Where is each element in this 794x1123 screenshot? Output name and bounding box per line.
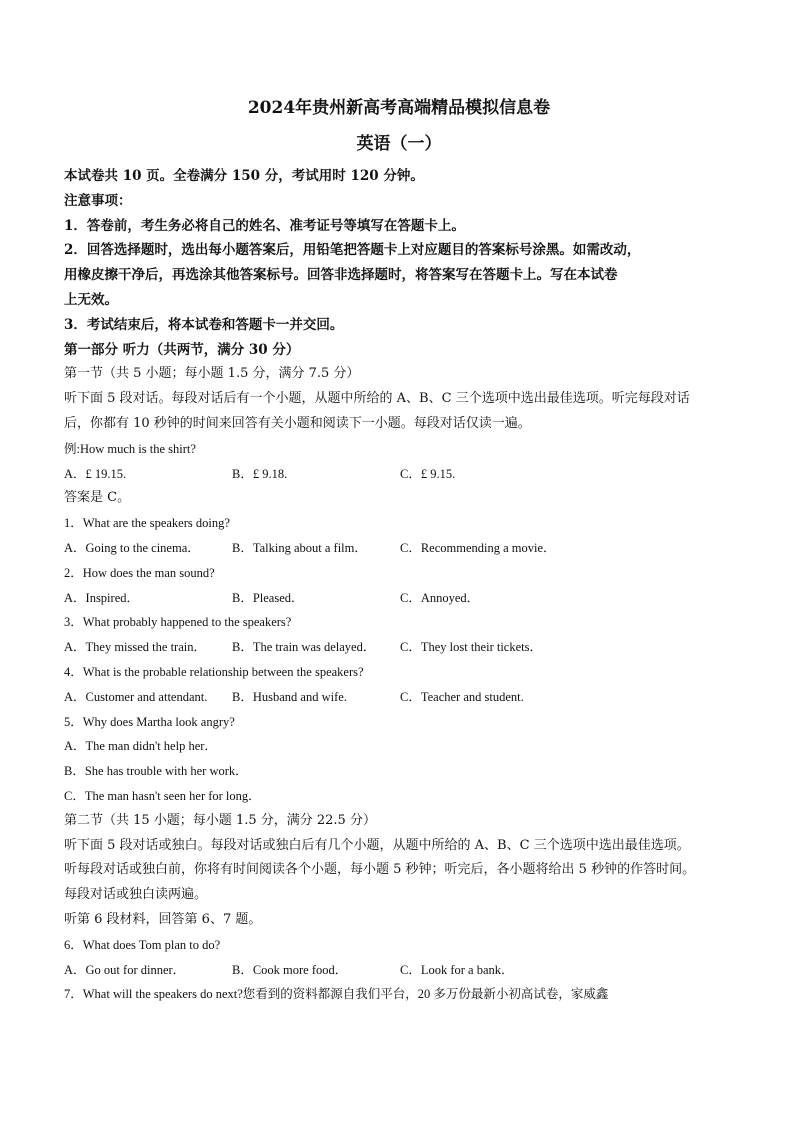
exam-subtitle: 英语（一）	[356, 134, 442, 154]
section2-heading: 第二节（共 15 小题；每小题 1.5 分，满分 22.5 分）	[64, 812, 376, 828]
question-7: 7．What will the speakers do next?您看到的资料都源自我们平台，20 多万份最新小初高试卷，家威鑫	[64, 987, 609, 1002]
section1-heading: 第一节（共 5 小题；每小题 1.5 分，满分 7.5 分）	[64, 366, 360, 382]
exam-intro: 本试卷共 10 页。全卷满分 150 分，考试用时 120 分钟。	[64, 168, 424, 184]
option-b: B．The train was delayed．	[232, 640, 376, 655]
exam-page	[64, 96, 734, 1007]
material-6-heading: 听第 6 段材料，回答第 6、7 题。	[64, 911, 262, 927]
section1-instruction: 听下面 5 段对话。每段对话后有一个小题，从题中所给的 A、B、C 三个选项中选出最佳选项。听完每段对话	[64, 391, 690, 407]
question-5: 5．Why does Martha look angry?	[64, 714, 235, 729]
option-a: A．Customer and attendant.	[64, 689, 208, 704]
section2-instruction: 听下面 5 段对话或独白。每段对话或独白后有几个小题，从题中所给的 A、B、C 三个选项中选出最佳选项。	[64, 837, 690, 853]
option-a: A．Inspired．	[64, 590, 139, 605]
option-c: C．The man hasn't seen her for long．	[64, 788, 261, 803]
option-c: C．They lost their tickets．	[400, 640, 542, 655]
question-6-options	[64, 958, 734, 983]
question-6: 6．What does Tom plan to do?	[64, 937, 221, 952]
question-4-options	[64, 685, 734, 710]
part1-heading: 第一部分 听力（共两节，满分 30 分）	[64, 341, 300, 358]
exam-title: 2024年贵州新高考高端精品模拟信息卷	[247, 98, 551, 118]
option-b: B．£ 9.18.	[232, 466, 288, 481]
option-a: A．They missed the train．	[64, 640, 206, 655]
option-c: C．Annoyed．	[400, 590, 480, 605]
question-1-options	[64, 536, 734, 561]
notice-line: 1．答卷前，考生务必将自己的姓名、准考证号等填写在答题卡上。	[64, 217, 465, 234]
question-3-options	[64, 635, 734, 660]
question-3: 3．What probably happened to the speakers?	[64, 615, 292, 630]
option-c: C．Look for a bank．	[400, 962, 514, 977]
question-1: 1．What are the speakers doing?	[64, 516, 230, 531]
example-options	[64, 462, 734, 487]
notice-heading: 注意事项：	[64, 192, 132, 209]
option-c: C．£ 9.15.	[400, 466, 456, 481]
section2-instruction: 听每段对话或独白前，你将有时间阅读各个小题，每小题 5 秒钟；听完后，各小题将给出 5 秒钟的作答时间。	[64, 862, 696, 878]
example-question: 例:How much is the shirt?	[64, 441, 196, 456]
example-answer: 答案是 C。	[64, 490, 131, 506]
option-b: B．Cook more food．	[232, 962, 348, 977]
option-b: B．Husband and wife.	[232, 689, 347, 704]
option-b: B．Talking about a film．	[232, 540, 367, 555]
option-a: A．£ 19.15.	[64, 466, 127, 481]
option-a: A．Going to the cinema．	[64, 540, 200, 555]
option-c: C．Teacher and student.	[400, 689, 524, 704]
question-2: 2．How does the man sound?	[64, 565, 215, 580]
notice-line: 用橡皮擦干净后，再选涂其他答案标号。回答非选择题时，将答案写在答题卡上。写在本试卷	[64, 267, 618, 284]
question-2-options	[64, 586, 734, 611]
notice-line: 2．回答选择题时，选出每小题答案后，用铅笔把答题卡上对应题目的答案标号涂黑。如需改动，	[64, 242, 641, 259]
option-a: A．The man didn't help her．	[64, 739, 217, 754]
section1-instruction: 后，你都有 10 秒钟的时间来回答有关小题和阅读下一小题。每段对话仅读一遍。	[64, 415, 531, 431]
notice-line: 3．考试结束后，将本试卷和答题卡一并交回。	[64, 316, 344, 333]
notice-line: 上无效。	[64, 291, 118, 308]
option-b: B．Pleased．	[232, 590, 304, 605]
option-c: C．Recommending a movie．	[400, 540, 556, 555]
option-a: A．Go out for dinner．	[64, 962, 186, 977]
option-b: B．She has trouble with her work．	[64, 764, 248, 779]
question-4: 4．What is the probable relationship between the speakers?	[64, 664, 364, 679]
section2-instruction: 每段对话或独白读两遍。	[64, 887, 208, 903]
